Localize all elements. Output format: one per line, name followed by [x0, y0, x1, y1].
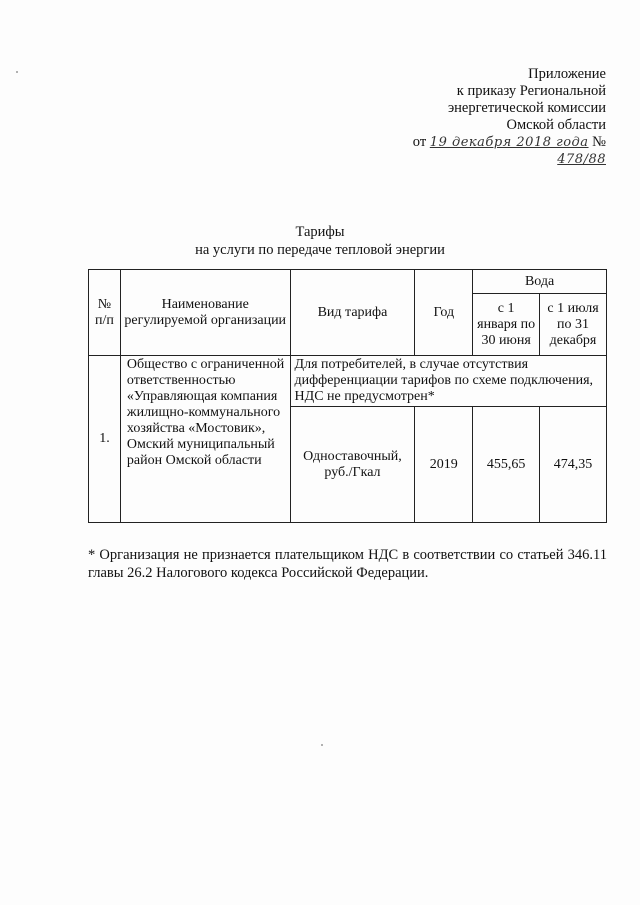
scan-speck — [16, 71, 18, 73]
number-label: № — [592, 134, 606, 150]
scan-speck — [321, 744, 323, 746]
tariff-table — [88, 269, 607, 523]
row-year: 2019 — [415, 407, 473, 523]
header-type: Вид тарифа — [290, 270, 415, 356]
appendix-line-2: к приказу Региональной — [456, 83, 606, 99]
handwritten-number: 478/88 — [557, 152, 606, 167]
row-condition: Для потребителей, в случае отсутствия дифференциации тарифов по схеме подключения, НДС не предусмотрен* — [290, 356, 606, 407]
header-water: Вода — [473, 270, 607, 294]
footnote: * Организация не признается плательщиком НДС в соответствии со статьей 346.11 главы 26.2 Налогового кодекса Российской Федерации. — [88, 547, 607, 581]
row-org: Общество с ограниченной ответственностью «Управляющая компания жилищно-коммунального хозяйства «Мостовик», Омский муниципальный район Омской области — [120, 356, 290, 523]
order-date-number — [366, 134, 606, 167]
title-line-2: на услуги по передаче тепловой энергии — [195, 242, 445, 258]
title-line-1: Тарифы — [295, 224, 345, 240]
appendix-line-4: Омской области — [506, 117, 606, 133]
appendix-header — [366, 66, 606, 167]
document-title — [0, 223, 640, 259]
row-tariff-type: Одноставочный, руб./Гкал — [290, 407, 415, 523]
header-num: № п/п — [89, 270, 121, 356]
header-period-1: с 1 января по 30 июня — [473, 294, 540, 356]
from-label: от — [412, 134, 427, 150]
header-period-2: с 1 июля по 31 декабря — [540, 294, 607, 356]
handwritten-date: 19 декабря 2018 года — [429, 135, 589, 150]
header-year: Год — [415, 270, 473, 356]
row-value-1: 455,65 — [473, 407, 540, 523]
appendix-line-1: Приложение — [528, 66, 606, 82]
header-org: Наименование регулируемой организации — [120, 270, 290, 356]
row-value-2: 474,35 — [540, 407, 607, 523]
table-row — [89, 356, 607, 407]
appendix-line-3: энергетической комиссии — [447, 100, 606, 116]
row-num: 1. — [89, 356, 121, 523]
